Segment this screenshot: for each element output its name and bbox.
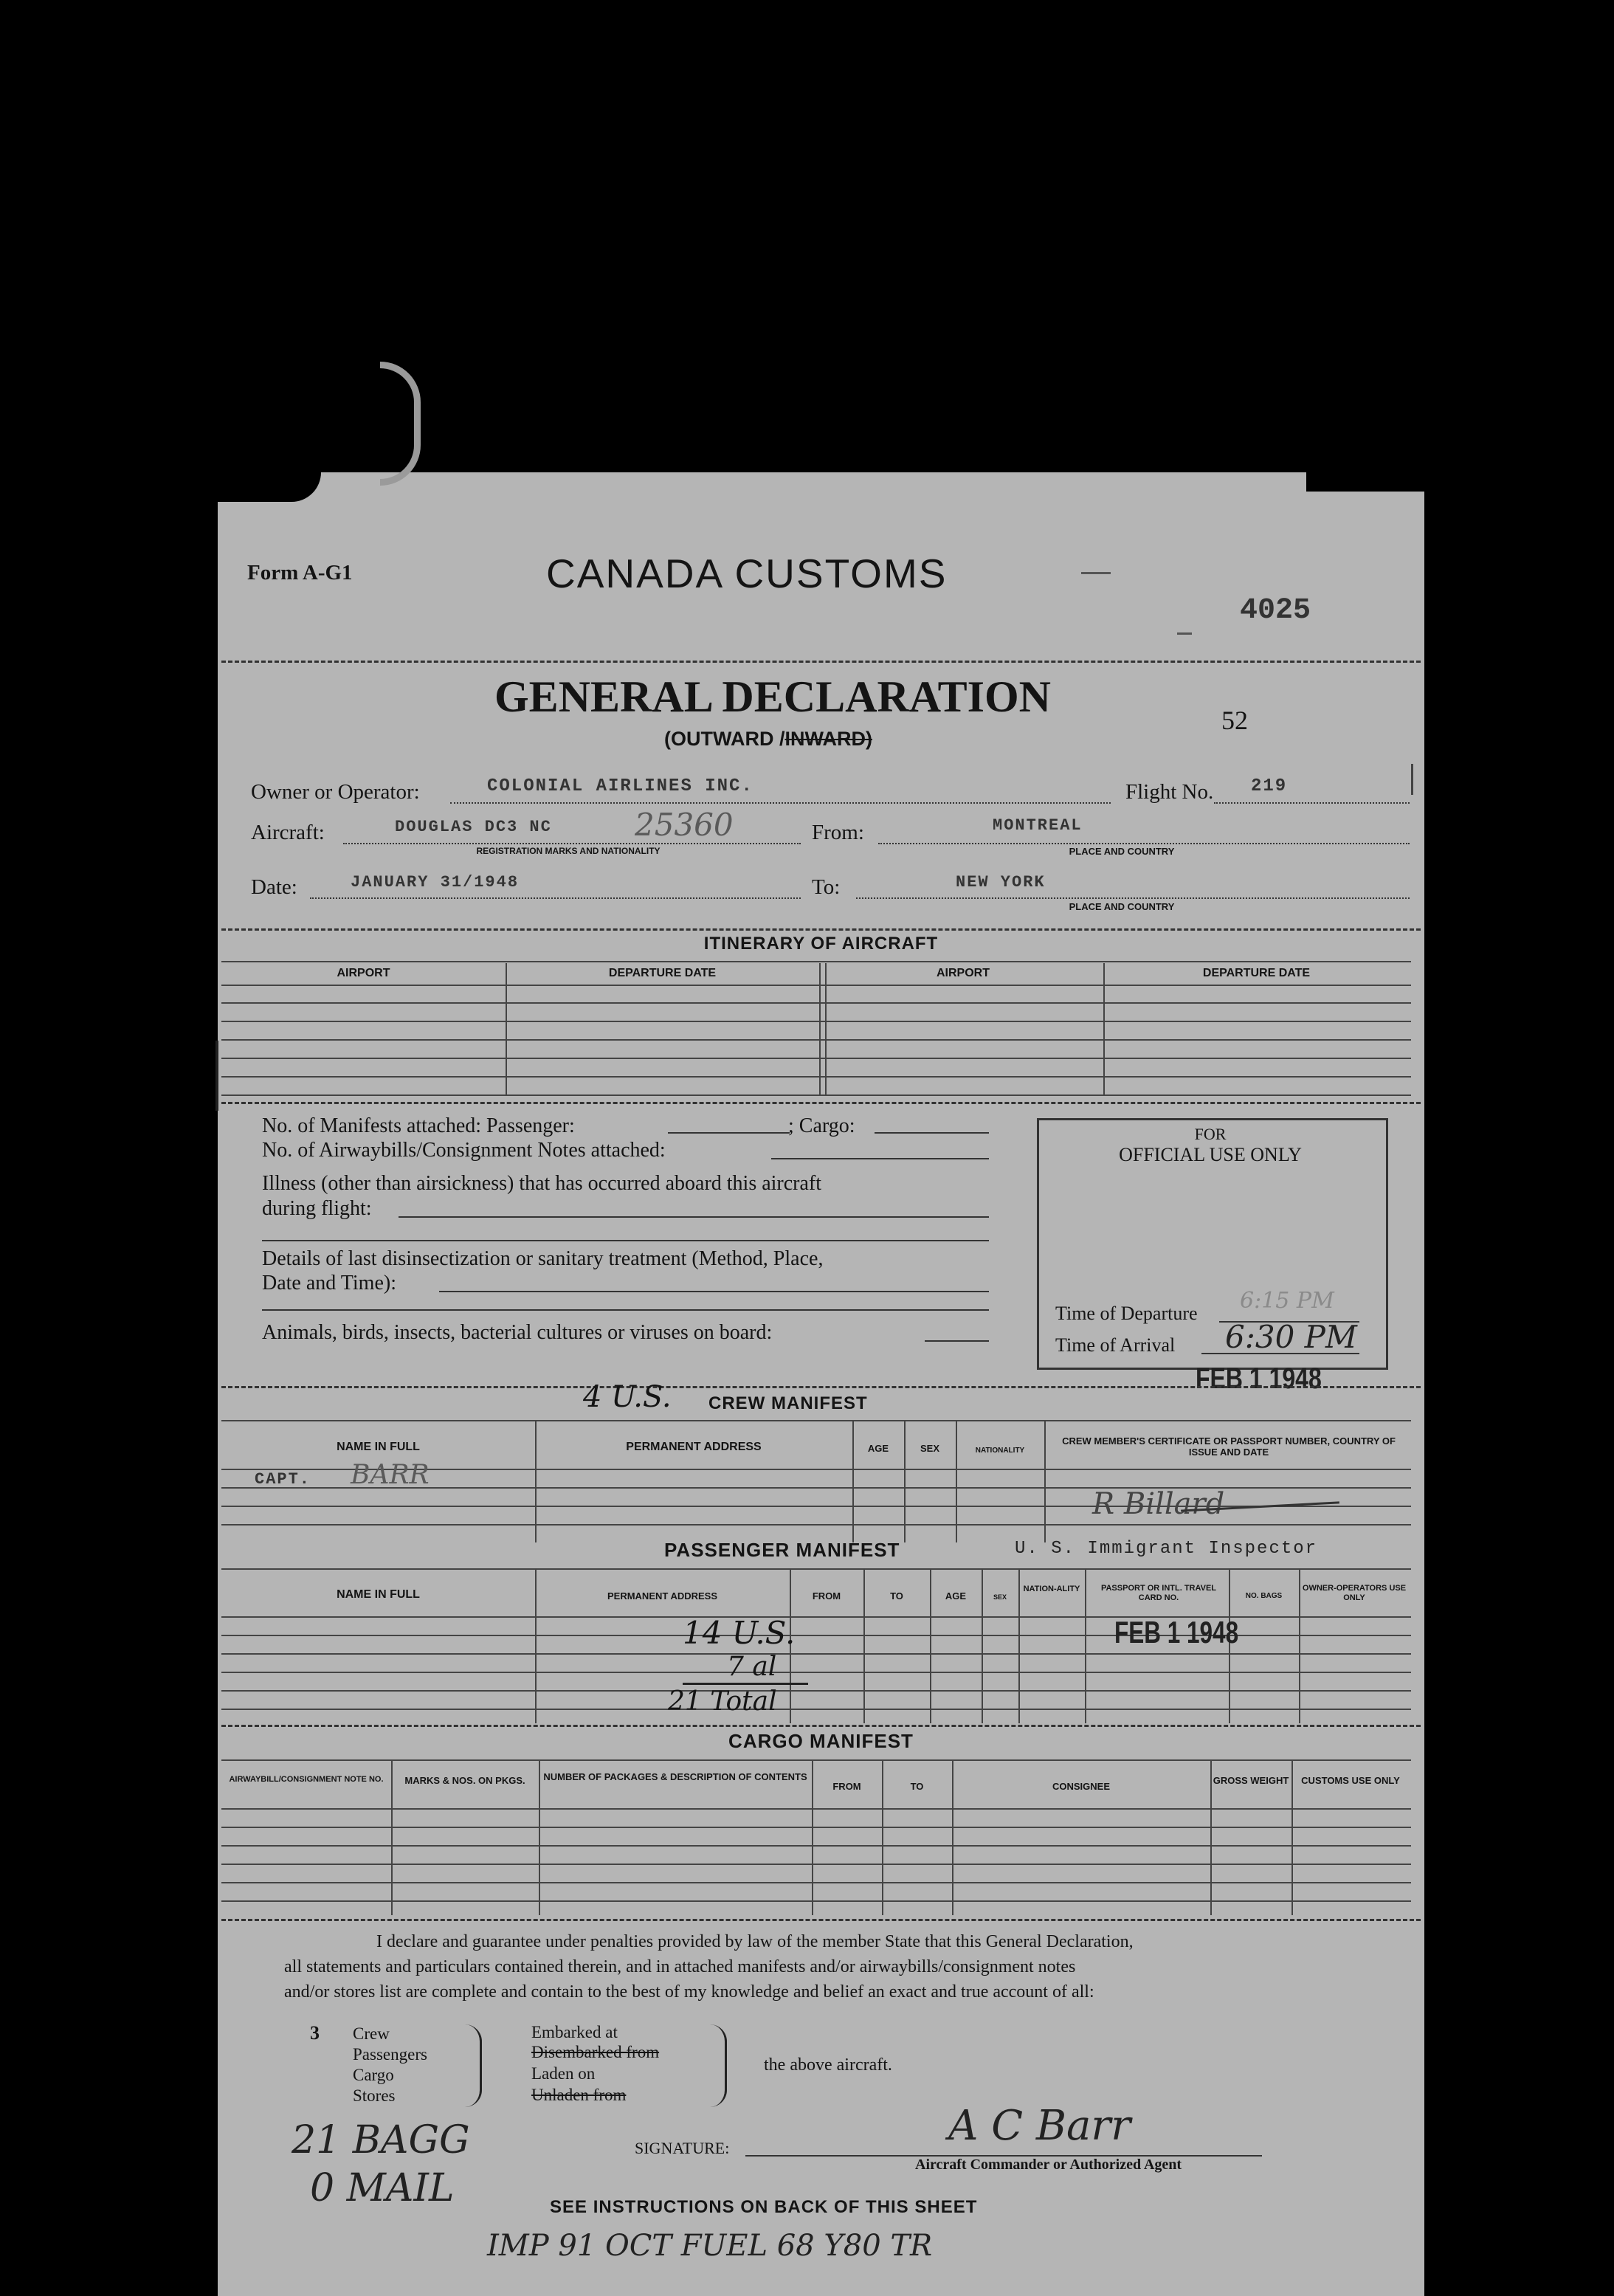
cargo-col-customs: CUSTOMS USE ONLY: [1301, 1775, 1400, 1786]
passenger-count-alien: 7 al: [727, 1652, 777, 1682]
inspector-signature: R Billard: [1092, 1487, 1225, 1521]
crew-row-name: BARR: [351, 1460, 430, 1490]
table-divider: [882, 1759, 883, 1915]
table-rule: [221, 961, 1411, 962]
official-use-title-2: OFFICIAL USE ONLY: [1119, 1144, 1302, 1165]
table-divider: [1085, 1568, 1086, 1723]
passenger-manifest-field[interactable]: [668, 1131, 790, 1134]
table-divider: [1210, 1759, 1212, 1915]
fuel-note: IMP 91 OCT FUEL 68 Y80 TR: [487, 2229, 933, 2263]
separator: [221, 928, 1421, 931]
crew-col-sex: SEX: [920, 1443, 939, 1454]
table-rule: [221, 1709, 1411, 1710]
declaration-line-1: I declare and guarantee under penalties provided by law of the member State that this General Declaration,: [376, 1932, 1134, 1951]
crew-row-title: CAPT.: [255, 1470, 311, 1489]
arrival-time-value: 6:30 PM: [1225, 1319, 1357, 1355]
table-divider: [956, 1420, 957, 1542]
table-divider: [952, 1759, 953, 1915]
table-divider: [904, 1420, 906, 1542]
table-divider: [852, 1420, 854, 1542]
passenger-date-stamp: FEB 1 1948: [1114, 1615, 1239, 1649]
table-divider: [535, 1568, 537, 1723]
from-value: MONTREAL: [993, 816, 1083, 835]
passenger-count-total: 21 Total: [668, 1686, 777, 1717]
table-rule: [221, 1653, 1411, 1655]
separator: [221, 1386, 1421, 1388]
table-rule: [221, 1002, 1411, 1004]
arrival-time-label: Time of Arrival: [1055, 1334, 1176, 1356]
table-rule: [221, 1039, 1411, 1041]
arrival-date-stamp: FEB 1 1948: [1196, 1362, 1322, 1395]
table-rule: [221, 1058, 1411, 1059]
crew-col-age: AGE: [867, 1443, 889, 1454]
bags-note: 21 BAGG: [292, 2118, 470, 2162]
page-number: 52: [1221, 706, 1248, 735]
airwaybills-field[interactable]: [771, 1156, 989, 1159]
flight-label: Flight No.: [1125, 780, 1214, 804]
form-subtitle: [664, 728, 872, 751]
passenger-col-nationality: NATION-ALITY: [1023, 1585, 1080, 1593]
airwaybills-label: No. of Airwaybills/Consignment Notes attached:: [262, 1139, 666, 1162]
declaration-line-2: all statements and particulars contained therein, and in attached manifests and/or airwaybills/consignment notes: [284, 1957, 1076, 1976]
cargo-col-consignee: CONSIGNEE: [1052, 1781, 1110, 1792]
table-divider: [1299, 1568, 1300, 1723]
table-divider: [819, 963, 821, 1094]
brace-left: [465, 2024, 482, 2107]
passenger-col-from: FROM: [812, 1590, 841, 1602]
cargo-col-from: FROM: [832, 1781, 861, 1792]
table-divider: [391, 1759, 393, 1915]
disembarked-label: Disembarked from: [531, 2043, 660, 2061]
table-rule: [221, 1808, 1411, 1810]
declare-item-cargo: Cargo: [353, 2066, 394, 2084]
table-divider: [1044, 1420, 1046, 1542]
signature-label: SIGNATURE:: [635, 2139, 730, 2157]
table-divider: [1018, 1568, 1020, 1723]
animals-field[interactable]: [925, 1339, 989, 1342]
table-rule: [221, 1690, 1411, 1692]
crew-count: 3: [310, 2022, 320, 2044]
cargo-col-packages: NUMBER OF PACKAGES & DESCRIPTION OF CONTENTS: [543, 1771, 807, 1782]
passenger-col-name: NAME IN FULL: [337, 1588, 420, 1601]
table-divider: [1291, 1759, 1293, 1915]
crew-col-address: PERMANENT ADDRESS: [626, 1441, 762, 1453]
passenger-col-owner: OWNER-OPERATORS USE ONLY: [1302, 1584, 1407, 1602]
aircraft-label: Aircraft:: [251, 821, 325, 844]
table-divider: [1103, 963, 1105, 1094]
torn-edge: [1306, 472, 1424, 492]
unladen-label: Unladen from: [531, 2086, 627, 2104]
disinsect-label-cont: Date and Time):: [262, 1272, 396, 1294]
table-divider: [930, 1568, 931, 1723]
to-field: [856, 880, 1410, 899]
total-rule: [683, 1683, 808, 1685]
embarked-label: Embarked at: [531, 2023, 618, 2041]
table-rule: [221, 1759, 1411, 1761]
to-value: NEW YORK: [956, 873, 1046, 892]
manifests-label: No. of Manifests attached: Passenger:: [262, 1114, 575, 1137]
itinerary-title: ITINERARY OF AIRCRAFT: [703, 934, 939, 954]
from-caption: PLACE AND COUNTRY: [1069, 846, 1175, 857]
cargo-manifest-field[interactable]: [875, 1131, 989, 1134]
declare-item-passengers: Passengers: [353, 2045, 427, 2064]
table-rule: [221, 1524, 1411, 1526]
table-rule: [221, 1672, 1411, 1673]
table-rule: [221, 1021, 1411, 1022]
disinsect-field-2[interactable]: [262, 1308, 989, 1311]
declare-item-crew: Crew: [353, 2024, 390, 2043]
table-rule: [221, 1094, 1411, 1096]
separator: [221, 1725, 1421, 1727]
table-divider: [506, 963, 507, 1094]
departure-time-value: 6:15 PM: [1240, 1288, 1334, 1314]
aircraft-registration: 25360: [635, 807, 734, 843]
crew-col-nationality: NATIONALITY: [975, 1447, 1025, 1455]
passenger-col-passport: PASSPORT OR INTL. TRAVEL CARD NO.: [1100, 1584, 1217, 1602]
table-rule: [221, 1845, 1411, 1847]
table-divider: [825, 963, 827, 1094]
brace-right: [710, 2024, 727, 2107]
flight-value: 219: [1251, 776, 1288, 796]
edge-mark: [215, 1041, 218, 1111]
passenger-manifest-title: PASSENGER MANIFEST: [664, 1539, 900, 1561]
crew-col-certificate: CREW MEMBER'S CERTIFICATE OR PASSPORT NUMBER, COUNTRY OF ISSUE AND DATE: [1062, 1435, 1396, 1458]
declaration-line-3: and/or stores list are complete and contain to the best of my knowledge and belief an exact and true account of all:: [284, 1982, 1094, 2002]
commander-signature: A C Barr: [948, 2102, 1131, 2150]
staple-clip: [380, 362, 421, 486]
crew-hand-note: 4 U.S.: [583, 1380, 672, 1414]
flight-field: [1214, 785, 1410, 804]
itinerary-col-departure: DEPARTURE DATE: [1202, 967, 1311, 979]
dash-mark: [1177, 632, 1192, 635]
animals-label: Animals, birds, insects, bacterial cultures or viruses on board:: [262, 1321, 773, 1344]
passenger-col-age: AGE: [945, 1590, 967, 1602]
right-edge: [1424, 472, 1429, 2296]
illness-label-cont: during flight:: [262, 1197, 372, 1220]
table-rule: [221, 1864, 1411, 1865]
disinsect-field[interactable]: [439, 1289, 989, 1292]
itinerary-col-departure: DEPARTURE DATE: [608, 967, 717, 979]
passenger-col-sex: SEX: [993, 1593, 1007, 1601]
signature-caption: Aircraft Commander or Authorized Agent: [915, 2157, 1182, 2173]
crew-manifest-title: CREW MANIFEST: [708, 1393, 868, 1413]
cargo-label: ; Cargo:: [788, 1114, 855, 1137]
table-rule: [221, 1420, 1411, 1421]
table-rule: [221, 1827, 1411, 1828]
aircraft-caption: REGISTRATION MARKS AND NATIONALITY: [476, 846, 661, 856]
crew-col-name: NAME IN FULL: [337, 1441, 420, 1453]
passenger-count-us: 14 U.S.: [683, 1615, 796, 1651]
from-field: [878, 825, 1410, 844]
table-divider: [535, 1420, 537, 1542]
to-label: To:: [812, 875, 841, 899]
form-title: GENERAL DECLARATION: [494, 672, 1052, 721]
inward-label: INWARD): [784, 728, 872, 750]
declare-item-stores: Stores: [353, 2086, 396, 2105]
laden-label: Laden on: [531, 2064, 596, 2083]
table-rule: [221, 1076, 1411, 1078]
to-caption: PLACE AND COUNTRY: [1069, 901, 1175, 912]
table-rule: [221, 1568, 1411, 1570]
cargo-col-weight: GROSS WEIGHT: [1213, 1775, 1289, 1786]
cargo-col-to: TO: [910, 1781, 924, 1792]
torn-corner: [218, 472, 321, 502]
aircraft-value: DOUGLAS DC3 NC: [395, 818, 552, 836]
separator: [221, 1102, 1421, 1104]
outward-label: (OUTWARD /: [664, 728, 785, 750]
date-label: Date:: [251, 875, 297, 899]
illness-label: Illness (other than airsickness) that has occurred aboard this aircraft: [262, 1172, 822, 1195]
agency-title: CANADA CUSTOMS: [546, 551, 948, 596]
owner-value: COLONIAL AIRLINES INC.: [487, 776, 753, 796]
above-aircraft-label: the above aircraft.: [764, 2055, 892, 2075]
table-rule: [221, 1882, 1411, 1883]
table-divider: [812, 1759, 813, 1915]
official-use-title-1: FOR: [1194, 1125, 1227, 1143]
dash-mark: [1081, 572, 1111, 574]
date-value: JANUARY 31/1948: [351, 873, 520, 892]
itinerary-col-airport: AIRPORT: [937, 967, 990, 979]
illness-field[interactable]: [399, 1215, 989, 1218]
table-divider: [982, 1568, 983, 1723]
cargo-manifest-title: CARGO MANIFEST: [728, 1730, 914, 1752]
from-label: From:: [812, 821, 864, 844]
form-number: Form A-G1: [247, 561, 353, 585]
instructions-note: SEE INSTRUCTIONS ON BACK OF THIS SHEET: [550, 2197, 978, 2217]
passenger-col-bags: NO. BAGS: [1245, 1592, 1283, 1600]
table-divider: [539, 1759, 540, 1915]
passenger-col-address: PERMANENT ADDRESS: [607, 1590, 718, 1602]
table-rule: [221, 1900, 1411, 1902]
disinsect-label: Details of last disinsectization or sanitary treatment (Method, Place,: [262, 1247, 824, 1270]
mail-note: 0 MAIL: [310, 2166, 455, 2210]
table-rule: [221, 985, 1411, 986]
cargo-col-marks: MARKS & NOS. ON PKGS.: [404, 1775, 525, 1786]
immigrant-inspector: U. S. Immigrant Inspector: [1015, 1539, 1318, 1559]
separator: [221, 661, 1421, 663]
owner-label: Owner or Operator:: [251, 780, 420, 804]
table-divider: [863, 1568, 865, 1723]
departure-time-label: Time of Departure: [1055, 1303, 1198, 1324]
cargo-col-airwaybill: AIRWAYBILL/CONSIGNMENT NOTE NO.: [229, 1775, 384, 1784]
separator: [221, 1919, 1421, 1921]
itinerary-col-airport: AIRPORT: [337, 967, 390, 979]
stamp-number: 4025: [1240, 594, 1311, 627]
passenger-col-to: TO: [890, 1590, 903, 1602]
edge-mark: [1411, 764, 1413, 795]
illness-field-2[interactable]: [262, 1238, 989, 1241]
